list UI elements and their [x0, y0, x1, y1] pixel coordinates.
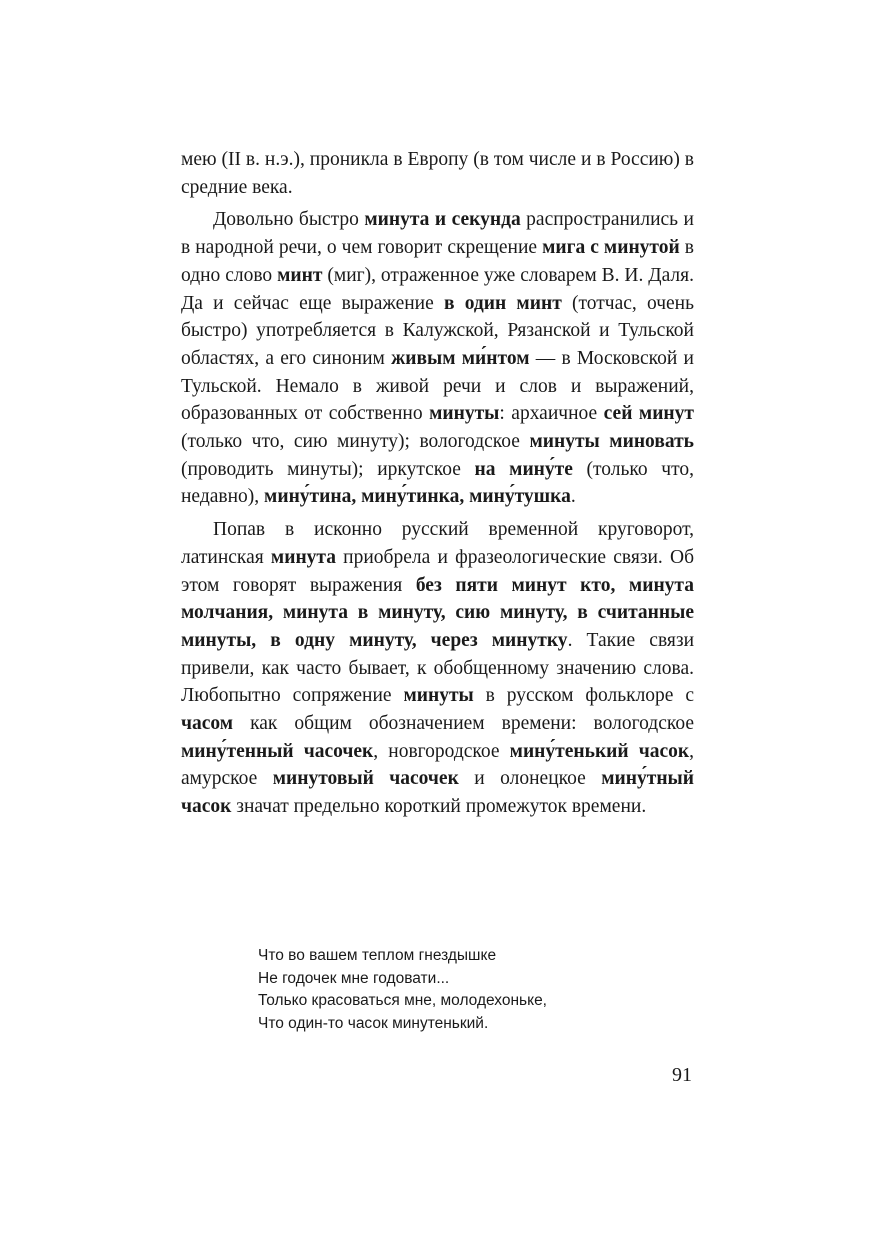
text-run: в одно слово: [181, 237, 694, 286]
bold-term: на мину́те: [474, 458, 573, 480]
bold-term: минута и секунда: [364, 209, 521, 231]
paragraph: [181, 206, 694, 511]
poem-quote: [258, 945, 547, 1036]
paragraph: [181, 146, 694, 201]
bold-term: минута: [270, 546, 336, 568]
text-run: , новгородское: [373, 740, 510, 762]
text-run: Довольно быстро: [213, 209, 365, 231]
text-run: (только что, недавно),: [181, 458, 694, 508]
bold-term: в один минт: [443, 292, 562, 314]
text-run: — в Московской и Тульской. Немало в живой речи и слов и выражений, образованных от собственно: [181, 347, 694, 425]
text-run: . Такие связи привели, как часто бывает, к обобщенному значению слова. Любопытно сопряжение: [181, 629, 695, 707]
poem-line: Не годочек мне годовати...: [258, 969, 450, 987]
text-run: (только что, сию минуту); вологодское: [181, 431, 530, 453]
text-run: значат предельно короткий промежуток времени.: [231, 796, 647, 818]
text-run: в русском фольклоре с: [473, 685, 695, 707]
body-text: [181, 146, 694, 821]
bold-term: сей минут: [603, 403, 695, 425]
text-run: (проводить минуты); иркутское: [181, 458, 475, 480]
bold-term: минуты: [429, 403, 500, 425]
text-run: распространились и в народной речи, о чем говорит скрещение: [181, 209, 694, 259]
text-run: приобрела и фразеологические связи. Об этом говорят выражения: [181, 546, 694, 596]
text-run: как общим обозначением времени: вологодское: [233, 713, 694, 735]
bold-term: минуты: [403, 685, 474, 707]
page-number: 91: [672, 1064, 692, 1086]
bold-term: без пяти минут кто, минута молчания, минута в минуту, сию минуту, в считанные минуты, в одну минуту, через минутку: [181, 574, 694, 651]
text-run: (тотчас, очень быстро) употребляется в Калужской, Рязанской и Тульской областях, а его синоним: [181, 292, 694, 369]
bold-term: живым ми́нтом: [391, 347, 530, 369]
poem-line: Что один-то часок минутенький.: [258, 1015, 489, 1033]
bold-term: минуты миновать: [529, 431, 694, 453]
text-run: , амурское: [181, 740, 694, 790]
text-run: и олонецкое: [458, 768, 602, 790]
text-run: (миг), отраженное уже словарем В. И. Даля. Да и сейчас еще выражение: [181, 264, 694, 314]
bold-term: мину́тенный часочек: [181, 740, 374, 762]
bold-term: мину́тный часок: [181, 768, 695, 818]
poem-line: Только красоваться мне, молодехоньке,: [258, 992, 547, 1010]
bold-term: мину́тенький часок: [509, 740, 690, 762]
poem-line: Что во вашем теплом гнездышке: [258, 947, 497, 964]
text-run: Попав в исконно русский временной круговорот, латинская: [181, 519, 694, 568]
text-run: : архаичное: [499, 403, 604, 425]
bold-term: минутовый часочек: [272, 768, 459, 790]
text-run: .: [570, 486, 576, 508]
text-run: мею (II в. н.э.), проникла в Европу (в том числе и в Россию) в средние века.: [181, 149, 694, 198]
paragraph: [181, 516, 694, 821]
bold-term: мину́тина, мину́тинка, мину́тушка: [264, 486, 571, 508]
bold-term: мига с минутой: [542, 237, 680, 259]
bold-term: минт: [277, 264, 323, 286]
bold-term: часом: [181, 713, 234, 735]
